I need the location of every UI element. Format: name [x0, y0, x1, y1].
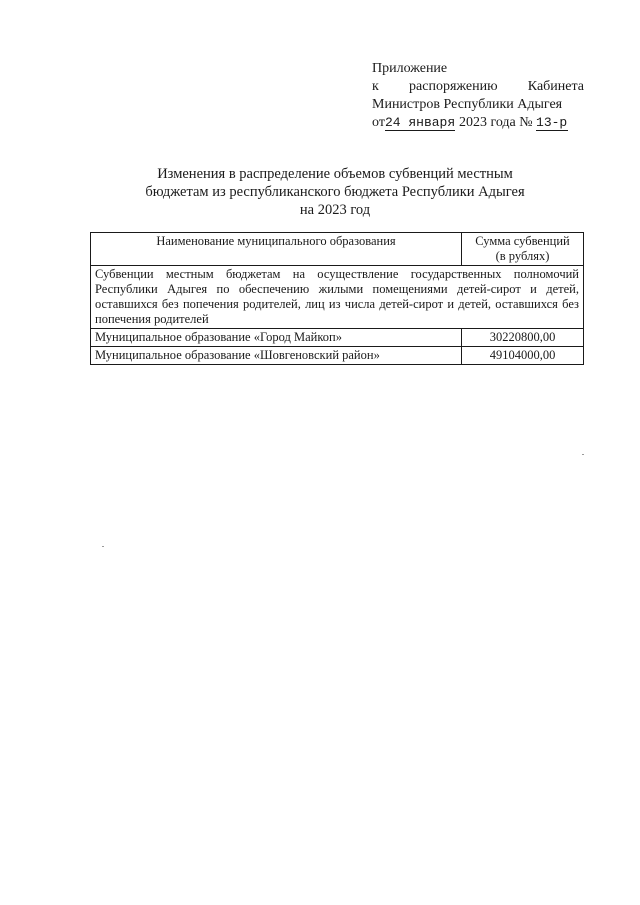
- document-title: [100, 165, 570, 219]
- scan-speck: [102, 546, 104, 547]
- table-header-row: [91, 233, 584, 266]
- row-municipality: Муниципальное образование «Шовгеновский район»: [91, 347, 462, 365]
- date-prefix: от: [372, 115, 385, 130]
- header-amount: [462, 233, 584, 266]
- table-row: [91, 347, 584, 365]
- appendix-header: [372, 60, 584, 132]
- header-amount-line-1: Сумма субвенций: [475, 234, 570, 248]
- appendix-word-k: к: [372, 79, 379, 94]
- appendix-word-cabinet: Кабинета: [527, 79, 584, 94]
- title-line-2: бюджетам из республиканского бюджета Республики Адыгея: [145, 184, 525, 200]
- section-description: Субвенции местным бюджетам на осуществление государственных полномочий Республики Адыгея по обеспечению жилыми помещениями детей-сирот и детей, оставшихся без попечения родителей, лиц из числа детей-сирот и детей, оставшихся без попечения родителей: [91, 266, 584, 329]
- order-number: 13-р: [536, 115, 568, 130]
- appendix-date-line: [372, 114, 584, 132]
- appendix-order-line: [372, 78, 584, 96]
- row-amount: 49104000,00: [462, 347, 584, 365]
- title-line-3: на 2023 год: [299, 202, 371, 218]
- appendix-word-order: распоряжению: [409, 79, 498, 94]
- table-row: [91, 329, 584, 347]
- appendix-label: Приложение: [372, 61, 448, 76]
- scan-speck: [582, 454, 584, 455]
- header-municipality: Наименование муниципального образования: [91, 233, 462, 266]
- subventions-table: [90, 232, 584, 365]
- date-middle: 2023 года №: [458, 115, 533, 130]
- header-amount-line-2: (в рублях): [495, 249, 550, 263]
- row-municipality: Муниципальное образование «Город Майкоп»: [91, 329, 462, 347]
- table-section-row: [91, 266, 584, 329]
- appendix-ministers-line: Министров Республики Адыгея: [372, 97, 563, 112]
- row-amount: 30220800,00: [462, 329, 584, 347]
- title-line-1: Изменения в распределение объемов субвенций местным: [157, 166, 513, 182]
- date-value: 24 января: [384, 115, 456, 130]
